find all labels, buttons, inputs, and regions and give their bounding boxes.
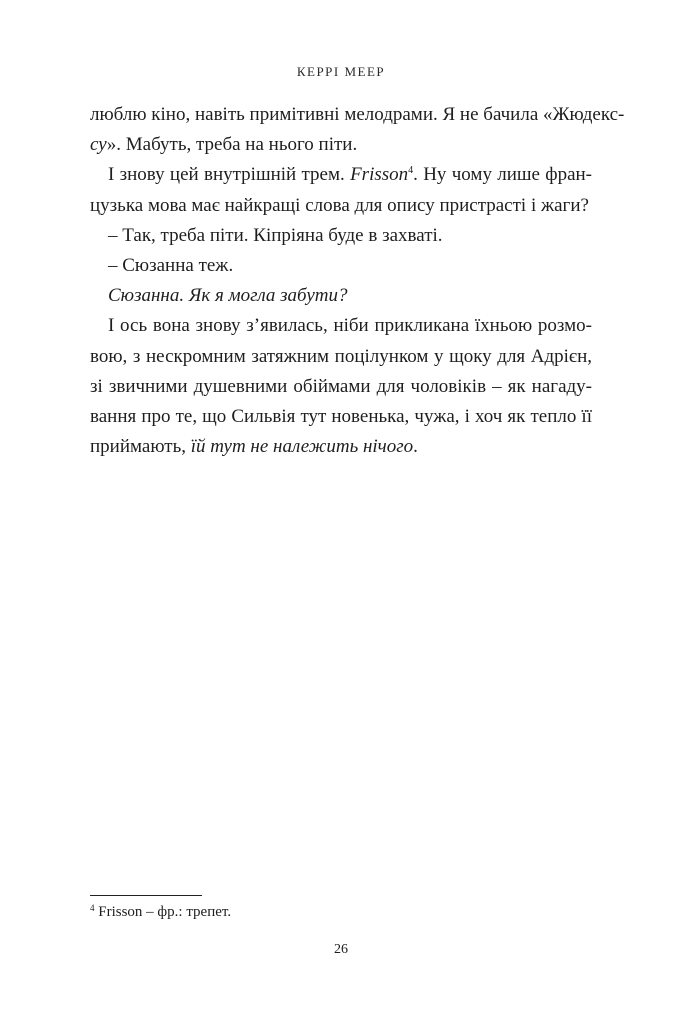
running-header: КЕРРІ МЕЕР [296, 64, 386, 79]
text-line: І ось вона знову з’явилась, ніби прикликана їхньою розмо- [108, 315, 592, 337]
text-line: приймають, їй тут не належить нічого. [90, 436, 418, 458]
footnote-ref: 4 [408, 165, 414, 177]
body-text [90, 100, 625, 462]
page-number: 26 [334, 942, 348, 957]
text-line: вою, з нескромним затяжним поцілунком у щоку для Адрієн, [90, 345, 592, 367]
text-line: Сюзанна. Як я могла забути? [108, 285, 348, 307]
text-line: цузька мова має найкращі слова для опису пристрасті і жаги? [90, 194, 589, 216]
footnote-marker: 4 [90, 903, 95, 913]
footnote [90, 902, 231, 922]
text-line: – Сюзанна теж. [108, 254, 234, 276]
text-line: – Так, треба піти. Кіпріяна буде в захваті. [108, 224, 443, 246]
text-line: вання про те, що Сильвія тут новенька, чужа, і хоч як тепло її [90, 405, 592, 427]
footnote-divider [90, 895, 202, 896]
text-line: І знову цей внутрішній трем. Frisson$^4$. Ну чому лише фран- [108, 164, 593, 186]
text-line: су». Мабуть, треба на нього піти. [90, 134, 358, 156]
footnote-text: Frisson – фр.: трепет. [94, 904, 232, 920]
text-line: люблю кіно, навіть примітивні мелодрами. Я не бачила «Жюдекс- [90, 104, 625, 125]
text-line: зі звичними душевними обіймами для чоловіків – як нагаду- [90, 375, 592, 397]
